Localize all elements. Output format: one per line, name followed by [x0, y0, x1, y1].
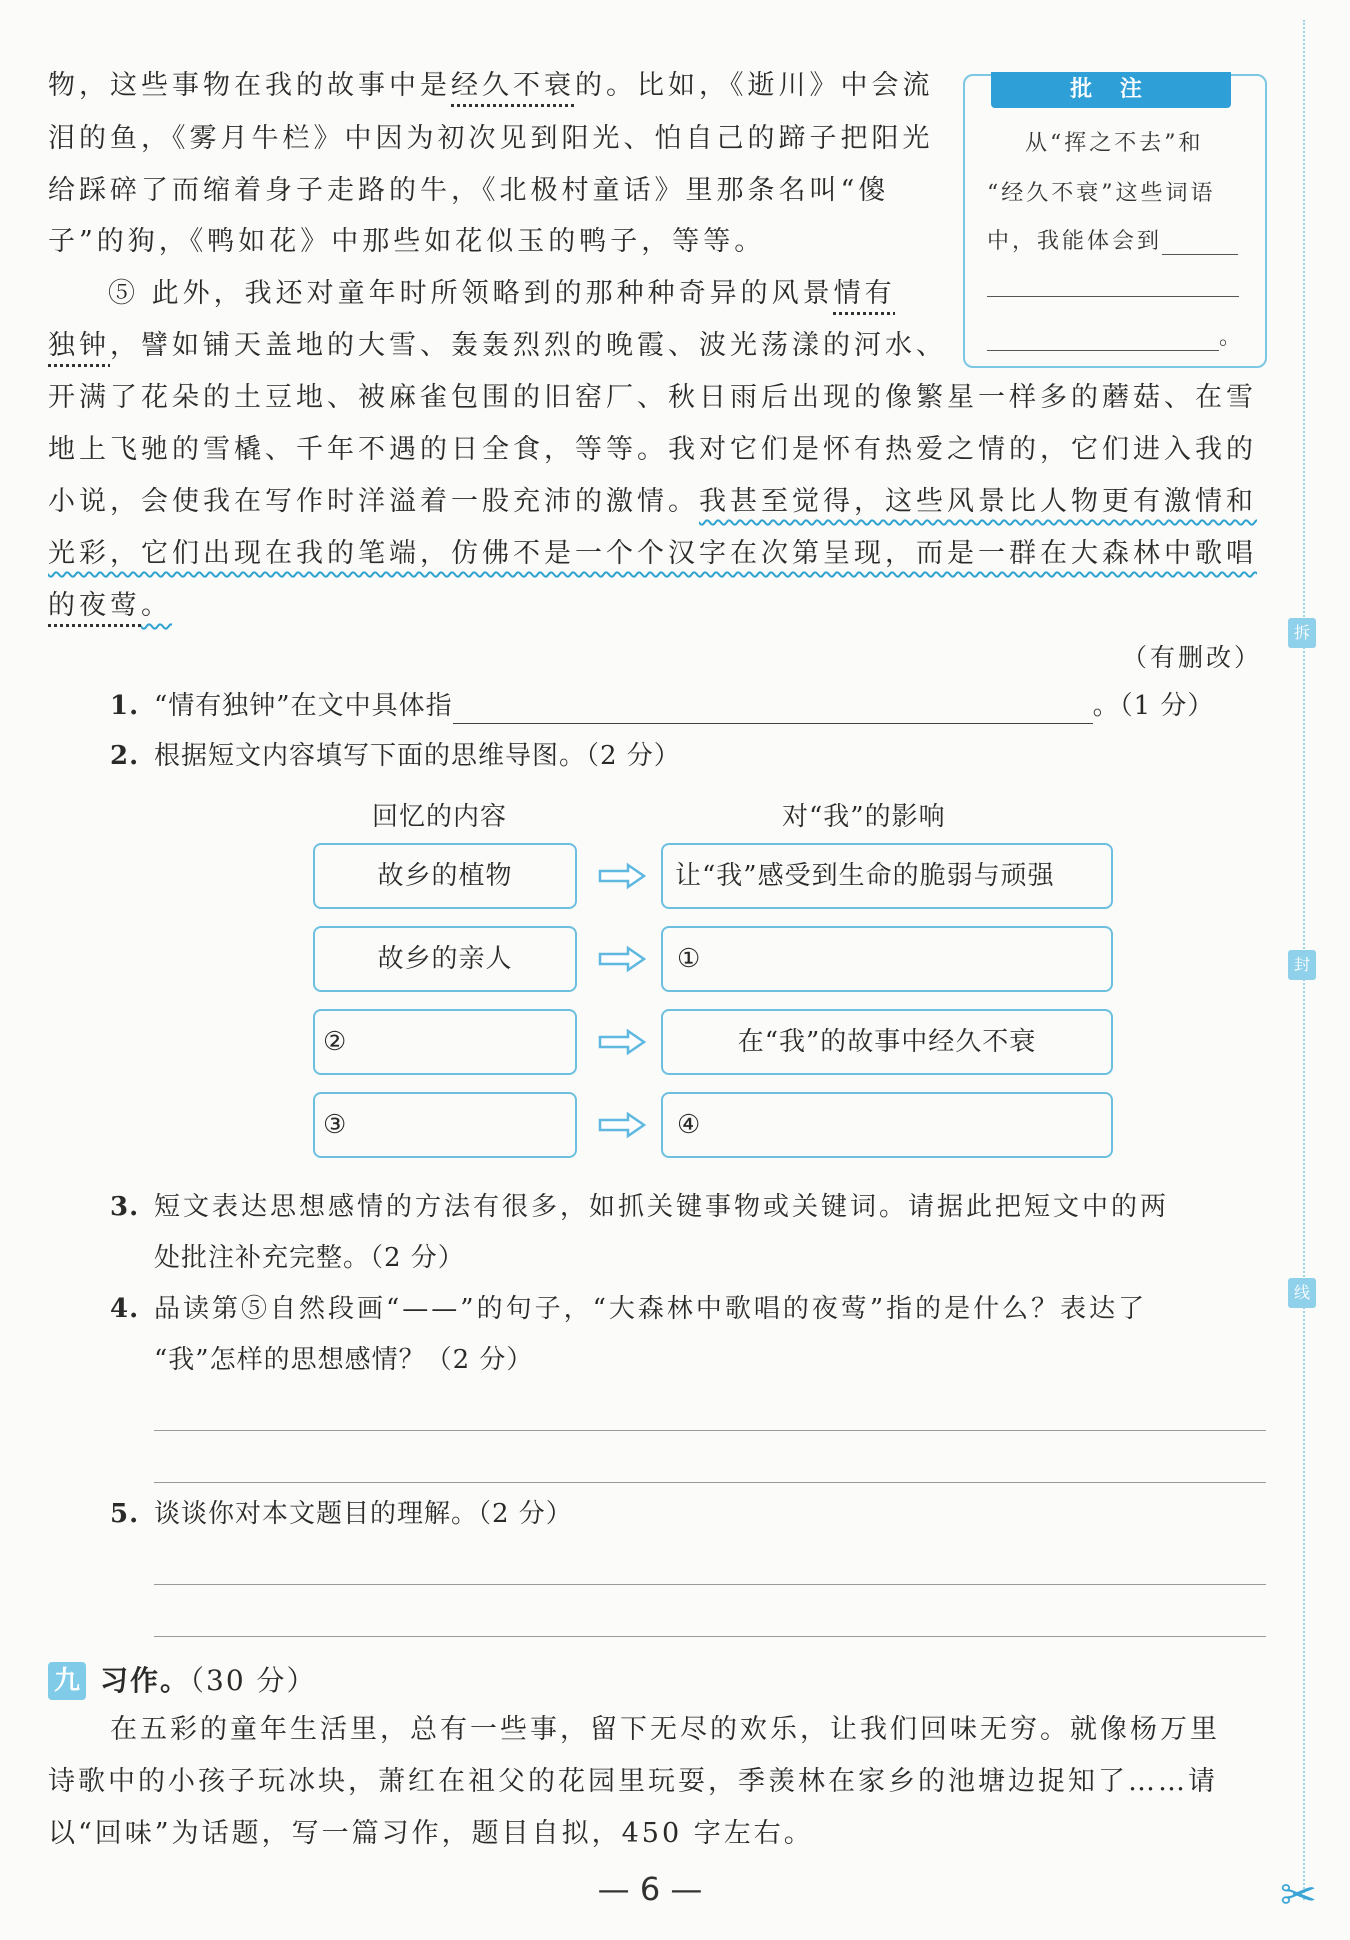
- mindmap-header-right: 对“我”的影响: [782, 802, 946, 832]
- question-text: 品读第⑤自然段画“——”的句子，“大森林中歌唱的夜莺”指的是什么？表达了: [154, 1294, 1148, 1324]
- annotation-title: 批 注: [991, 72, 1231, 108]
- essay-prompt-line: 以“回味”为话题，写一篇习作，题目自拟，450 字左右。: [48, 1818, 814, 1849]
- annotation-text: 中，我能体会到: [987, 229, 1163, 254]
- dotted-keyword: 经久不衰: [451, 70, 575, 101]
- essay-prompt-line: 诗歌中的小孩子玩冰块，萧红在祖父的花园里玩耍，季羡林在家乡的池塘边捉知了……请: [48, 1766, 1218, 1797]
- answer-line[interactable]: [154, 1584, 1266, 1585]
- underlined-sentence: 光彩，它们出现在我的笔端，仿佛不是一个个汉字在次第呈现，而是一群在: [48, 538, 1071, 569]
- essay-prompt-line: 在五彩的童年生活里，总有一些事，留下无尽的欢乐，让我们回味无穷。就像杨万里: [110, 1714, 1220, 1745]
- question-number: 2.: [110, 741, 140, 771]
- dotted-keyword: 独钟: [48, 330, 110, 361]
- passage-line: [108, 276, 896, 312]
- passage-text: ⑤ 此外，我还对童年时所领略到的那种种奇异的风景: [108, 278, 834, 309]
- section-badge: 九: [48, 1662, 86, 1700]
- question-3-continued: 处批注补充完整。（2 分）: [154, 1243, 465, 1273]
- question-text: [154, 688, 1214, 724]
- annotation-blank[interactable]: [1162, 230, 1238, 255]
- passage-text: 的。比如，《逝川》中会流: [575, 70, 934, 101]
- margin-tag: 封: [1288, 950, 1316, 980]
- question-prompt: “情有独钟”在文中具体指: [154, 691, 453, 721]
- passage-line: [48, 328, 947, 364]
- question-number: 1.: [110, 691, 140, 721]
- passage-line: 子”的狗，《鸭如花》中那些如花似玉的鸭子，等等。: [48, 226, 766, 257]
- question-number: 5.: [110, 1499, 140, 1529]
- mindmap-right-box: 在“我”的故事中经久不衰: [661, 1009, 1113, 1075]
- answer-blank[interactable]: [453, 697, 1093, 724]
- underlined-sentence: 我甚至觉得，这些风景比人物更有激情和: [699, 486, 1257, 517]
- passage-line: [48, 536, 1257, 572]
- passage-line: [48, 68, 934, 104]
- passage-line: [48, 588, 172, 624]
- passage-line: 泪的鱼，《雾月牛栏》中因为初次见到阳光、怕自己的蹄子把阳光: [48, 123, 934, 154]
- question-text: 短文表达思想感情的方法有很多，如抓关键事物或关键词。请据此把短文中的两: [154, 1192, 1170, 1222]
- question-text: 谈谈你对本文题目的理解。（2 分）: [154, 1499, 573, 1529]
- passage-line: [48, 484, 1257, 520]
- passage-text: 物，这些事物在我的故事中是: [48, 70, 451, 101]
- question-4-continued: “我”怎样的思想感情？（2 分）: [154, 1345, 534, 1375]
- margin-tag: 线: [1288, 1278, 1316, 1308]
- answer-line[interactable]: [154, 1636, 1266, 1637]
- dotted-keyword: 大森林中歌唱: [1071, 538, 1257, 569]
- passage-line: 地上飞驰的雪橇、千年不遇的日全食，等等。我对它们是怀有热爱之情的，它们进入我的: [48, 434, 1257, 465]
- source-note: （有删改）: [1121, 643, 1262, 672]
- annotation-text: “经久不衰”这些词语: [987, 181, 1216, 206]
- mindmap-answer-box[interactable]: ①: [661, 926, 1113, 992]
- answer-line[interactable]: [154, 1482, 1266, 1483]
- dotted-keyword: 情有: [833, 278, 896, 309]
- question-score: 。（1 分）: [1092, 691, 1215, 721]
- section-title-text: 习作。: [100, 1664, 191, 1697]
- mindmap-answer-box[interactable]: ③: [313, 1092, 577, 1158]
- right-arrow-icon: [598, 1111, 646, 1139]
- right-arrow-icon: [598, 1028, 646, 1056]
- margin-tag: 拆: [1288, 618, 1316, 648]
- annotation-blank-line[interactable]: [987, 320, 1244, 351]
- mindmap-left-box: 故乡的植物: [313, 843, 577, 909]
- page-number: — 6 —: [597, 1870, 703, 1908]
- annotation-blank-line[interactable]: [987, 272, 1239, 297]
- mindmap-header-left: 回忆的内容: [372, 802, 508, 832]
- passage-line: 开满了花朵的土豆地、被麻雀包围的旧窑厂、秋日雨后出现的像繁星一样多的蘑菇、在雪: [48, 382, 1257, 413]
- scissors-icon: ✂: [1280, 1870, 1317, 1921]
- passage-line: 给踩碎了而缩着身子走路的牛，《北极村童话》里那条名叫“傻: [48, 175, 890, 206]
- right-arrow-icon: [598, 945, 646, 973]
- annotation-text: [987, 224, 1238, 255]
- passage-text: 。: [141, 590, 172, 621]
- annotation-box: [963, 74, 1267, 368]
- mindmap-left-box: 故乡的亲人: [313, 926, 577, 992]
- annotation-text: 从“挥之不去”和: [1025, 131, 1204, 156]
- passage-text: 小说，会使我在写作时洋溢着一股充沛的激情。: [48, 486, 699, 517]
- mindmap-answer-box[interactable]: ②: [313, 1009, 577, 1075]
- section-title: [100, 1662, 317, 1700]
- dotted-keyword: 的夜莺: [48, 590, 141, 621]
- question-number: 3.: [110, 1192, 140, 1222]
- answer-line[interactable]: [154, 1430, 1266, 1431]
- section-points: （30 分）: [190, 1664, 317, 1697]
- right-arrow-icon: [598, 862, 646, 890]
- question-text: 根据短文内容填写下面的思维导图。（2 分）: [154, 741, 681, 771]
- mindmap-answer-box[interactable]: ④: [661, 1092, 1113, 1158]
- mindmap-right-box: 让“我”感受到生命的脆弱与顽强: [661, 843, 1113, 909]
- question-number: 4.: [110, 1294, 140, 1324]
- passage-text: ，譬如铺天盖地的大雪、轰轰烈烈的晚霞、波光荡漾的河水、: [110, 330, 947, 361]
- annotation-text: 。: [1219, 325, 1245, 350]
